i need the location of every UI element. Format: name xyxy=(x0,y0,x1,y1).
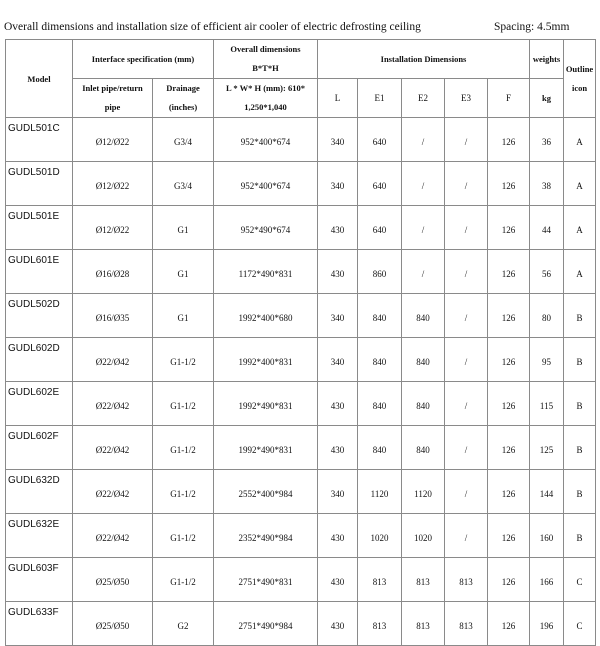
header-drainage-line1: Drainage xyxy=(166,83,200,93)
e2-cell: 1020 xyxy=(402,514,445,558)
model-cell: GUDL603F xyxy=(6,558,73,602)
header-installation: Installation Dimensions xyxy=(318,40,530,79)
header-lwh xyxy=(214,79,318,118)
f-cell: 126 xyxy=(488,602,530,646)
header-interface: Interface specification (mm) xyxy=(73,40,214,79)
e3-cell: / xyxy=(445,162,488,206)
e1-cell: 640 xyxy=(358,206,402,250)
e3-cell: / xyxy=(445,206,488,250)
inlet-pipe-cell: Ø12/Ø22 xyxy=(73,118,153,162)
overall-dimensions-cell: 1992*400*680 xyxy=(214,294,318,338)
table-caption xyxy=(4,21,596,33)
l-cell: 430 xyxy=(318,514,358,558)
caption-spacing: Spacing: 4.5mm xyxy=(494,21,570,33)
model-cell: GUDL602F xyxy=(6,426,73,470)
overall-dimensions-cell: 952*400*674 xyxy=(214,118,318,162)
header-E2: E2 xyxy=(402,79,445,118)
e3-cell: 813 xyxy=(445,558,488,602)
f-cell: 126 xyxy=(488,206,530,250)
inlet-pipe-cell: Ø25/Ø50 xyxy=(73,602,153,646)
inlet-pipe-cell: Ø22/Ø42 xyxy=(73,514,153,558)
e2-cell: 840 xyxy=(402,382,445,426)
inlet-pipe-cell: Ø12/Ø22 xyxy=(73,162,153,206)
l-cell: 340 xyxy=(318,162,358,206)
table-row xyxy=(6,118,596,162)
outline-icon-cell: A xyxy=(564,250,596,294)
e1-cell: 840 xyxy=(358,294,402,338)
weight-cell: 160 xyxy=(530,514,564,558)
header-outline-line1: Outline xyxy=(565,63,594,74)
model-cell: GUDL501E xyxy=(6,206,73,250)
table-row xyxy=(6,250,596,294)
e1-cell: 640 xyxy=(358,162,402,206)
e3-cell: / xyxy=(445,338,488,382)
l-cell: 430 xyxy=(318,250,358,294)
drainage-cell: G2 xyxy=(153,602,214,646)
inlet-pipe-cell: Ø22/Ø42 xyxy=(73,470,153,514)
header-row-2 xyxy=(6,79,596,118)
header-row-1 xyxy=(6,40,596,79)
e3-cell: 813 xyxy=(445,602,488,646)
e1-cell: 813 xyxy=(358,602,402,646)
header-overall-line2: B*T*H xyxy=(252,63,279,73)
e1-cell: 640 xyxy=(358,118,402,162)
overall-dimensions-cell: 1992*400*831 xyxy=(214,338,318,382)
f-cell: 126 xyxy=(488,382,530,426)
weight-cell: 144 xyxy=(530,470,564,514)
e1-cell: 813 xyxy=(358,558,402,602)
header-inlet-pipe xyxy=(73,79,153,118)
outline-icon-cell: B xyxy=(564,426,596,470)
e2-cell: 840 xyxy=(402,426,445,470)
e3-cell: / xyxy=(445,250,488,294)
outline-icon-cell: A xyxy=(564,162,596,206)
overall-dimensions-cell: 2552*400*984 xyxy=(214,470,318,514)
weight-cell: 125 xyxy=(530,426,564,470)
e1-cell: 1120 xyxy=(358,470,402,514)
table-row xyxy=(6,558,596,602)
model-cell: GUDL501D xyxy=(6,162,73,206)
weight-cell: 196 xyxy=(530,602,564,646)
overall-dimensions-cell: 1172*490*831 xyxy=(214,250,318,294)
header-E1: E1 xyxy=(358,79,402,118)
overall-dimensions-cell: 1992*490*831 xyxy=(214,426,318,470)
table-row xyxy=(6,162,596,206)
e3-cell: / xyxy=(445,294,488,338)
l-cell: 340 xyxy=(318,470,358,514)
e1-cell: 840 xyxy=(358,426,402,470)
l-cell: 430 xyxy=(318,382,358,426)
inlet-pipe-cell: Ø16/Ø35 xyxy=(73,294,153,338)
table-row xyxy=(6,602,596,646)
outline-icon-cell: A xyxy=(564,118,596,162)
e2-cell: / xyxy=(402,250,445,294)
f-cell: 126 xyxy=(488,118,530,162)
model-cell: GUDL602D xyxy=(6,338,73,382)
e2-cell: / xyxy=(402,206,445,250)
header-lwh-line2: 1,250*1,040 xyxy=(244,102,287,112)
e1-cell: 840 xyxy=(358,382,402,426)
inlet-pipe-cell: Ø22/Ø42 xyxy=(73,338,153,382)
specifications-table xyxy=(5,39,596,646)
overall-dimensions-cell: 952*490*674 xyxy=(214,206,318,250)
e1-cell: 1020 xyxy=(358,514,402,558)
overall-dimensions-cell: 2751*490*831 xyxy=(214,558,318,602)
header-L: L xyxy=(318,79,358,118)
model-cell: GUDL632E xyxy=(6,514,73,558)
drainage-cell: G1-1/2 xyxy=(153,470,214,514)
weight-cell: 38 xyxy=(530,162,564,206)
drainage-cell: G1-1/2 xyxy=(153,558,214,602)
model-cell: GUDL502D xyxy=(6,294,73,338)
f-cell: 126 xyxy=(488,162,530,206)
outline-icon-cell: B xyxy=(564,294,596,338)
header-drainage xyxy=(153,79,214,118)
outline-icon-cell: A xyxy=(564,206,596,250)
outline-icon-cell: B xyxy=(564,470,596,514)
table-row xyxy=(6,338,596,382)
caption-title: Overall dimensions and installation size of efficient air cooler of electric defrosting ceiling xyxy=(4,21,421,33)
table-row xyxy=(6,206,596,250)
header-overall-line1: Overall dimensions xyxy=(230,44,301,54)
drainage-cell: G3/4 xyxy=(153,118,214,162)
drainage-cell: G1-1/2 xyxy=(153,338,214,382)
table-header xyxy=(6,40,596,118)
weight-cell: 44 xyxy=(530,206,564,250)
table-row xyxy=(6,426,596,470)
overall-dimensions-cell: 1992*490*831 xyxy=(214,382,318,426)
header-outline-icon xyxy=(564,40,596,118)
l-cell: 430 xyxy=(318,206,358,250)
overall-dimensions-cell: 2751*490*984 xyxy=(214,602,318,646)
header-outline-line2: icon xyxy=(571,82,588,93)
f-cell: 126 xyxy=(488,250,530,294)
weight-cell: 166 xyxy=(530,558,564,602)
l-cell: 430 xyxy=(318,426,358,470)
inlet-pipe-cell: Ø16/Ø28 xyxy=(73,250,153,294)
outline-icon-cell: B xyxy=(564,338,596,382)
e2-cell: 813 xyxy=(402,602,445,646)
weight-cell: 115 xyxy=(530,382,564,426)
e2-cell: / xyxy=(402,118,445,162)
overall-dimensions-cell: 952*400*674 xyxy=(214,162,318,206)
f-cell: 126 xyxy=(488,470,530,514)
e1-cell: 860 xyxy=(358,250,402,294)
table-row xyxy=(6,470,596,514)
drainage-cell: G1 xyxy=(153,206,214,250)
e3-cell: / xyxy=(445,382,488,426)
l-cell: 430 xyxy=(318,602,358,646)
l-cell: 340 xyxy=(318,118,358,162)
header-overall-dimensions xyxy=(214,40,318,79)
inlet-pipe-cell: Ø22/Ø42 xyxy=(73,426,153,470)
f-cell: 126 xyxy=(488,338,530,382)
header-E3: E3 xyxy=(445,79,488,118)
header-inlet-line2: pipe xyxy=(104,102,121,112)
outline-icon-cell: C xyxy=(564,602,596,646)
f-cell: 126 xyxy=(488,426,530,470)
header-drainage-line2: (inches) xyxy=(168,102,198,112)
f-cell: 126 xyxy=(488,294,530,338)
e2-cell: 1120 xyxy=(402,470,445,514)
header-kg: kg xyxy=(530,79,564,118)
e3-cell: / xyxy=(445,118,488,162)
f-cell: 126 xyxy=(488,514,530,558)
outline-icon-cell: C xyxy=(564,558,596,602)
e3-cell: / xyxy=(445,426,488,470)
table-row xyxy=(6,382,596,426)
table-body xyxy=(6,118,596,646)
header-lwh-line1: L * W* H (mm): 610* xyxy=(226,83,305,93)
header-inlet-line1: Inlet pipe/return xyxy=(82,83,143,93)
inlet-pipe-cell: Ø25/Ø50 xyxy=(73,558,153,602)
weight-cell: 56 xyxy=(530,250,564,294)
weight-cell: 36 xyxy=(530,118,564,162)
weight-cell: 80 xyxy=(530,294,564,338)
overall-dimensions-cell: 2352*490*984 xyxy=(214,514,318,558)
header-F: F xyxy=(488,79,530,118)
drainage-cell: G3/4 xyxy=(153,162,214,206)
outline-icon-cell: B xyxy=(564,382,596,426)
e2-cell: 840 xyxy=(402,294,445,338)
e3-cell: / xyxy=(445,470,488,514)
outline-icon-cell: B xyxy=(564,514,596,558)
model-cell: GUDL602E xyxy=(6,382,73,426)
drainage-cell: G1-1/2 xyxy=(153,382,214,426)
table-row xyxy=(6,294,596,338)
l-cell: 430 xyxy=(318,558,358,602)
header-weights: weights xyxy=(530,40,564,79)
model-cell: GUDL501C xyxy=(6,118,73,162)
header-model: Model xyxy=(6,40,73,118)
drainage-cell: G1 xyxy=(153,294,214,338)
model-cell: GUDL632D xyxy=(6,470,73,514)
inlet-pipe-cell: Ø12/Ø22 xyxy=(73,206,153,250)
e2-cell: 840 xyxy=(402,338,445,382)
drainage-cell: G1 xyxy=(153,250,214,294)
table-row xyxy=(6,514,596,558)
drainage-cell: G1-1/2 xyxy=(153,514,214,558)
model-cell: GUDL601E xyxy=(6,250,73,294)
model-cell: GUDL633F xyxy=(6,602,73,646)
f-cell: 126 xyxy=(488,558,530,602)
drainage-cell: G1-1/2 xyxy=(153,426,214,470)
inlet-pipe-cell: Ø22/Ø42 xyxy=(73,382,153,426)
e1-cell: 840 xyxy=(358,338,402,382)
e2-cell: 813 xyxy=(402,558,445,602)
weight-cell: 95 xyxy=(530,338,564,382)
l-cell: 340 xyxy=(318,294,358,338)
e2-cell: / xyxy=(402,162,445,206)
e3-cell: / xyxy=(445,514,488,558)
l-cell: 340 xyxy=(318,338,358,382)
